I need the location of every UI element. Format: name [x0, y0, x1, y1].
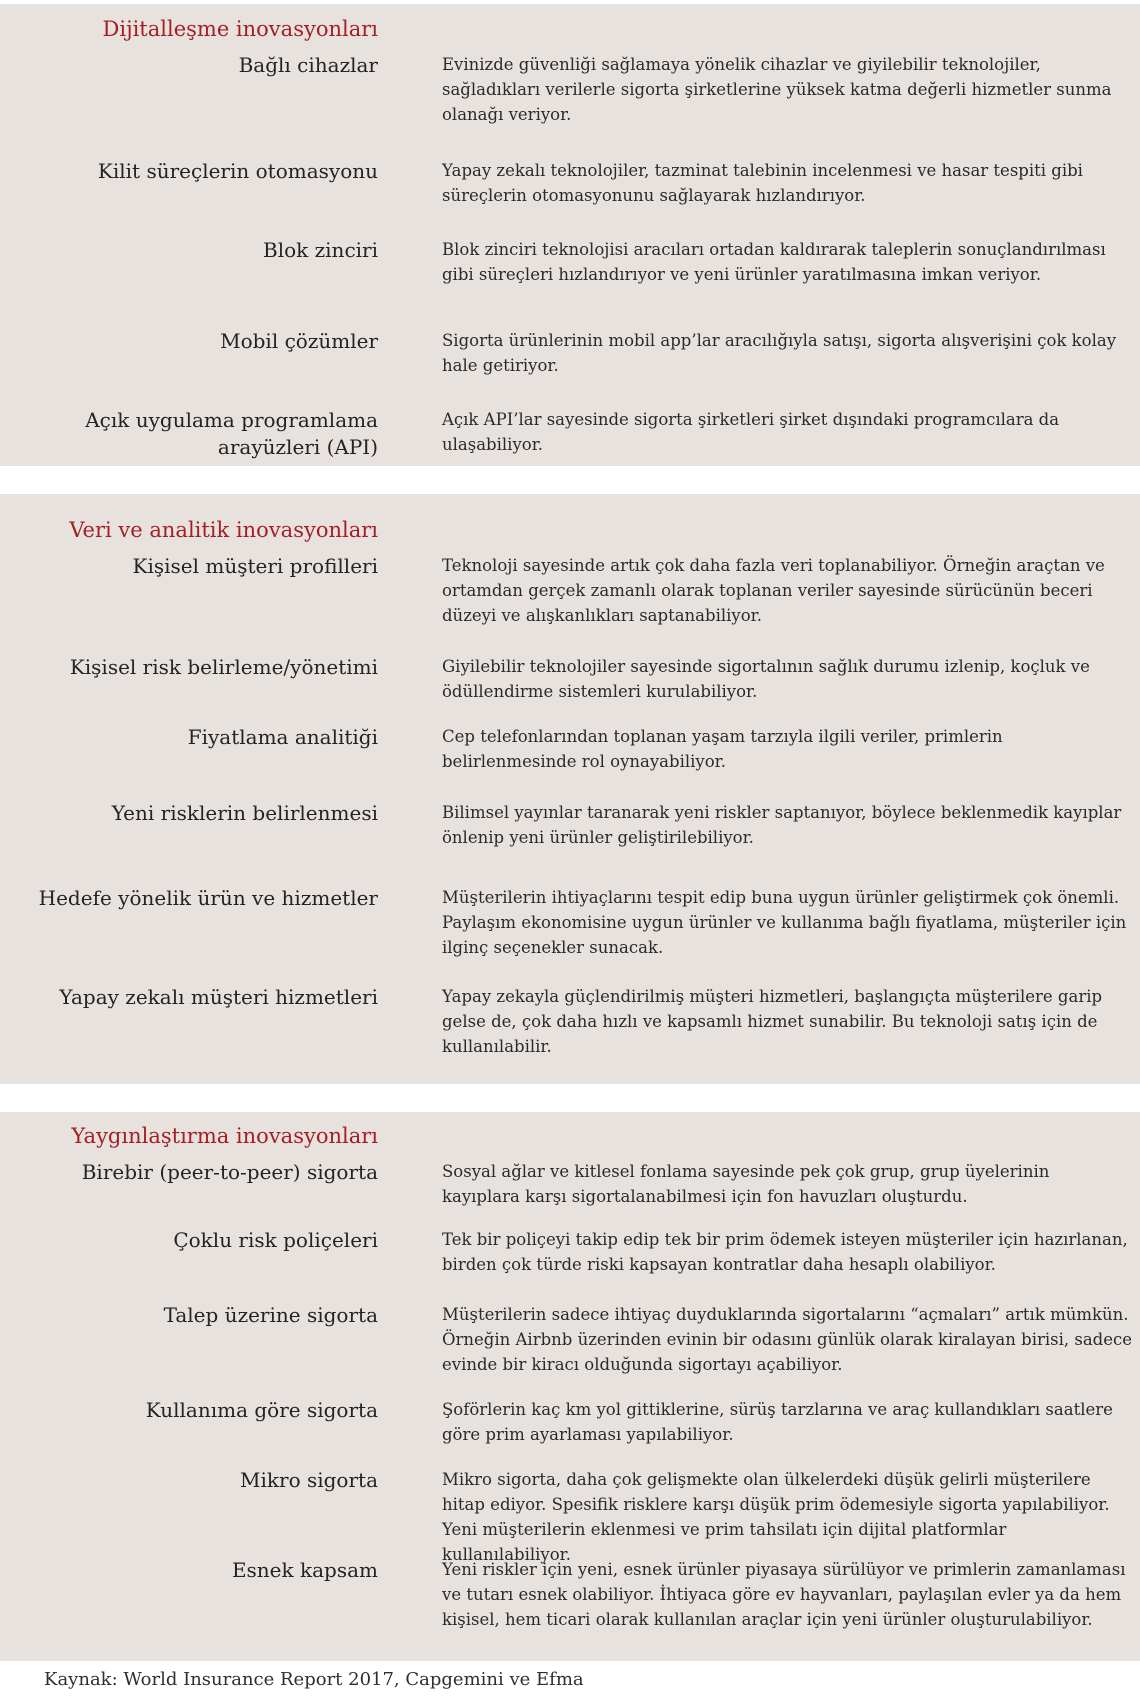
row-label-multi-risk: Çoklu risk poliçeleri	[173, 1228, 378, 1252]
row-desc-new-risks: Bilimsel yayınlar taranarak yeni riskler saptanıyor, böylece beklenmedik kayıplar önlenip yeni ürünler geliştirilebiliyor.	[442, 803, 1122, 847]
row-label-pricing-analytics: Fiyatlama analitiği	[187, 725, 378, 749]
row-desc-ai-customer-service: Yapay zekayla güçlendirilmiş müşteri hizmetleri, başlangıçta müşterilere garip gelse de, çok daha hızlı ve kapsamlı hizmet sunabilir. Bu teknoloji satış için de kullanılabilir.	[442, 987, 1103, 1056]
row-desc-risk-management: Giyilebilir teknolojiler sayesinde sigortalının sağlık durumu izlenip, koçluk ve ödüllendirme sistemleri kurulabiliyor.	[442, 657, 1090, 701]
row-desc-pricing-analytics: Cep telefonlarından toplanan yaşam tarzıyla ilgili veriler, primlerin belirlenmesinde rol oynayabiliyor.	[442, 727, 1003, 771]
row-label-automation: Kilit süreçlerin otomasyonu	[97, 159, 378, 183]
source-note: Kaynak: World Insurance Report 2017, Capgemini ve Efma	[44, 1669, 584, 1690]
row-label-blockchain: Blok zinciri	[263, 238, 378, 262]
row-desc-connected-devices: Evinizde güvenliği sağlamaya yönelik cihazlar ve giyilebilir teknolojiler, sağladıkları verilerle sigorta şirketlerine yüksek katma değerli hizmetler sunma olanağı veriyor.	[442, 55, 1112, 124]
row-desc-flexible-coverage: Yeni riskler için yeni, esnek ürünler piyasaya sürülüyor ve primlerin zamanlaması ve tutarı esnek olabiliyor. İhtiyaca göre ev hayvanları, paylaşılan evler ya da hem kişisel, hem ticari olarak kullanılan araçlar için yeni ürünler oluşturulabiliyor.	[442, 1560, 1126, 1629]
row-desc-peer-to-peer: Sosyal ağlar ve kitlesel fonlama sayesinde pek çok grup, grup üyelerinin kayıplara karşı sigortalanabilmesi için fon havuzları oluşturdu.	[442, 1162, 1050, 1206]
row-label-on-demand: Talep üzerine sigorta	[163, 1303, 378, 1327]
row-label-targeted-products: Hedefe yönelik ürün ve hizmetler	[38, 886, 378, 910]
row-label-api: Açık uygulama programlama arayüzleri (API)	[85, 408, 378, 459]
row-desc-targeted-products: Müşterilerin ihtiyaçlarını tespit edip buna uygun ürünler geliştirmek çok önemli. Paylaşım ekonomisine uygun ürünler ve kullanıma bağlı fiyatlama, müşteriler için ilginç seçenekler sunacak.	[442, 888, 1127, 957]
row-label-flexible-coverage: Esnek kapsam	[231, 1558, 378, 1582]
row-label-risk-management: Kişisel risk belirleme/yönetimi	[69, 655, 378, 679]
row-desc-customer-profiles: Teknoloji sayesinde artık çok daha fazla veri toplanabiliyor. Örneğin araçtan ve ortamdan gerçek zamanlı olarak toplanan veriler sayesinde sürücünün beceri düzeyi ve alışkanlıkları saptanabiliyor.	[442, 556, 1105, 625]
row-desc-micro-insurance: Mikro sigorta, daha çok gelişmekte olan ülkelerdeki düşük gelirli müşterilere hitap ediyor. Spesifik risklere karşı düşük prim ödemesiyle sigorta yapılabiliyor. Yeni müşterilerin eklenmesi ve prim tahsilatı için dijital platformlar kullanılabiliyor.	[442, 1470, 1110, 1564]
row-desc-api: Açık API’lar sayesinde sigorta şirketleri şirket dışındaki programcılara da ulaşabiliyor.	[442, 410, 1060, 454]
row-desc-mobile: Sigorta ürünlerinin mobil app’lar aracılığıyla satışı, sigorta alışverişini çok kolay hale getiriyor.	[442, 331, 1117, 375]
row-label-customer-profiles: Kişisel müşteri profilleri	[132, 554, 378, 578]
row-label-connected-devices: Bağlı cihazlar	[238, 53, 378, 77]
row-label-micro-insurance: Mikro sigorta	[240, 1468, 378, 1492]
section-heading-digitalization: Dijitalleşme inovasyonları	[102, 17, 378, 41]
row-desc-on-demand: Müşterilerin sadece ihtiyaç duyduklarında sigortalarını “açmaları” artık mümkün. Örneğin Airbnb üzerinden evinin bir odasını günlük olarak kiralayan birisi, sadece evinde bir kiracı olduğunda sigortayı açabiliyor.	[442, 1305, 1133, 1374]
row-label-usage-based: Kullanıma göre sigorta	[145, 1398, 378, 1422]
row-desc-usage-based: Şoförlerin kaç km yol gittiklerine, sürüş tarzlarına ve araç kullandıkları saatlere göre prim ayarlaması yapılabiliyor.	[442, 1400, 1113, 1444]
row-label-ai-customer-service: Yapay zekalı müşteri hizmetleri	[59, 985, 378, 1009]
section-heading-data-analytics: Veri ve analitik inovasyonları	[69, 518, 378, 542]
section-heading-diffusion: Yaygınlaştırma inovasyonları	[71, 1124, 378, 1148]
row-desc-blockchain: Blok zinciri teknolojisi aracıları ortadan kaldırarak taleplerin sonuçlandırılması gibi süreçleri hızlandırıyor ve yeni ürünler yaratılmasına imkan veriyor.	[442, 240, 1106, 284]
row-label-peer-to-peer: Birebir (peer-to-peer) sigorta	[81, 1160, 378, 1184]
row-label-mobile: Mobil çözümler	[220, 329, 378, 353]
row-desc-automation: Yapay zekalı teknolojiler, tazminat talebinin incelenmesi ve hasar tespiti gibi süreçlerin otomasyonunu sağlayarak hızlandırıyor.	[442, 161, 1083, 205]
row-label-new-risks: Yeni risklerin belirlenmesi	[111, 801, 378, 825]
row-desc-multi-risk: Tek bir poliçeyi takip edip tek bir prim ödemek isteyen müşteriler için hazırlanan, birden çok türde riski kapsayan kontratlar daha hesaplı olabiliyor.	[442, 1230, 1128, 1274]
